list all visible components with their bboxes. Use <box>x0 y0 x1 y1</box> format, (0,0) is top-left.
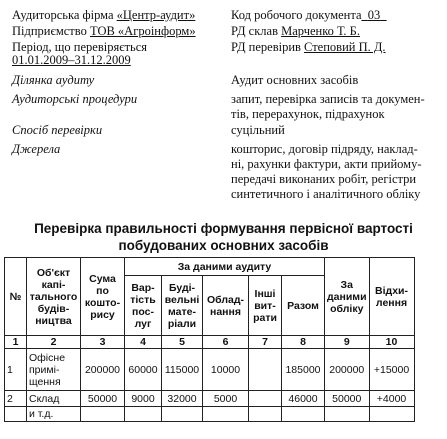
column-number: 4 <box>125 336 162 349</box>
cell-materials <box>162 407 203 422</box>
prepared-value: Марченко Т. Б. <box>281 24 360 38</box>
period-value: 01.01.2009–31.12.2009 <box>12 53 131 67</box>
cell-estimate: 50000 <box>81 391 125 407</box>
table-title-line-1: Перевірка правильності формування первісної вартості <box>34 221 413 236</box>
table-row <box>5 407 415 422</box>
cell-total <box>282 407 325 422</box>
col-header-audit-group: За даними аудиту <box>125 258 325 276</box>
cell-estimate: 200000 <box>81 349 125 391</box>
table-row <box>5 349 415 391</box>
audit-table <box>4 257 415 422</box>
cell-services: 9000 <box>125 391 162 407</box>
cell-deviation <box>369 407 414 422</box>
period-label: Період, що перевіряється <box>12 40 148 54</box>
cell-materials: 115000 <box>162 349 203 391</box>
sources-value-1: кошторис, договір підряду, наклад- <box>231 142 418 156</box>
company-line <box>12 25 196 38</box>
column-number: 1 <box>5 336 27 349</box>
col-header-deviation: Відхи-лення <box>369 258 414 336</box>
cell-estimate <box>81 407 125 422</box>
cell-object: Склад <box>27 391 81 407</box>
col-header-equipment: Облад-нання <box>203 276 249 336</box>
column-number: 8 <box>282 336 325 349</box>
column-number: 5 <box>162 336 203 349</box>
firm-line <box>12 9 195 22</box>
checked-label: РД перевірив <box>231 40 301 54</box>
cell-no: 1 <box>5 349 27 391</box>
col-header-estimate: Сума по кошто-рису <box>81 258 125 336</box>
column-number: 10 <box>369 336 414 349</box>
header-row-1 <box>5 258 415 276</box>
table-title-line-2: побудованих основних засобів <box>118 238 329 253</box>
cell-total: 185000 <box>282 349 325 391</box>
cell-accounting: 200000 <box>325 349 370 391</box>
method-value: суцільний <box>231 123 285 137</box>
cell-services <box>125 407 162 422</box>
cell-object: Офісне примі-щення <box>27 349 81 391</box>
procedures-value-1: запит, перевірка записів та докумен- <box>231 92 425 106</box>
procedures-value-2: тів, перерахунок, підрахунок <box>231 107 385 121</box>
cell-no: 2 <box>5 391 27 407</box>
col-header-services: Вар-тість пос-луг <box>125 276 162 336</box>
column-number: 7 <box>249 336 282 349</box>
column-numbers-row <box>5 336 415 349</box>
cell-deviation: +15000 <box>369 349 414 391</box>
col-header-other: Інші вит-рати <box>249 276 282 336</box>
audit-area-label: Ділянка аудиту <box>12 73 95 87</box>
cell-equipment: 10000 <box>203 349 249 391</box>
column-number: 6 <box>203 336 249 349</box>
cell-no <box>5 407 27 422</box>
cell-other <box>249 349 282 391</box>
cell-services: 60000 <box>125 349 162 391</box>
cell-materials: 32000 <box>162 391 203 407</box>
checked-value: Степовий П. Д. <box>304 40 386 54</box>
cell-total: 46000 <box>282 391 325 407</box>
doc-code-label: Код робочого документа <box>231 8 362 22</box>
sources-label: Джерела <box>12 142 61 156</box>
column-number: 3 <box>81 336 125 349</box>
cell-accounting <box>325 407 370 422</box>
cell-deviation: +4000 <box>369 391 414 407</box>
checked-line <box>231 41 386 54</box>
table-row <box>5 391 415 407</box>
doc-code-line: Код робочого документа_03_ <box>231 8 387 22</box>
col-header-object: Об'єкт капі-тального будів-ництва <box>27 258 81 336</box>
prepared-line <box>231 25 360 38</box>
firm-label: Аудиторська фірма <box>12 8 114 22</box>
sources-value-3: передачі виконаних робіт, регістри <box>231 172 417 186</box>
cell-other <box>249 407 282 422</box>
column-number: 9 <box>325 336 370 349</box>
method-label: Спосіб перевірки <box>12 123 103 137</box>
col-header-total: Разом <box>282 276 325 336</box>
prepared-label: РД склав <box>231 24 278 38</box>
col-header-no: № <box>5 258 27 336</box>
doc-code-value: 03 <box>367 8 381 22</box>
column-number: 2 <box>27 336 81 349</box>
cell-accounting: 50000 <box>325 391 370 407</box>
sources-value-2: ні, рахунки фактури, акти прийому- <box>231 157 422 171</box>
cell-object: и т.д. <box>27 407 81 422</box>
company-label: Підприємство <box>12 24 87 38</box>
cell-equipment: 5000 <box>203 391 249 407</box>
procedures-label: Аудиторські процедури <box>12 92 138 106</box>
audit-area-value: Аудит основних засобів <box>231 73 359 87</box>
firm-value: «Центр-аудит» <box>116 8 196 22</box>
col-header-accounting: За даними обліку <box>325 258 370 336</box>
company-value: ТОВ «Агроінформ» <box>89 24 196 38</box>
col-header-materials: Буді-вельні мате-ріали <box>162 276 203 336</box>
sources-value-4: синтетичного і аналітичного обліку <box>231 187 421 201</box>
cell-other <box>249 391 282 407</box>
cell-equipment <box>203 407 249 422</box>
